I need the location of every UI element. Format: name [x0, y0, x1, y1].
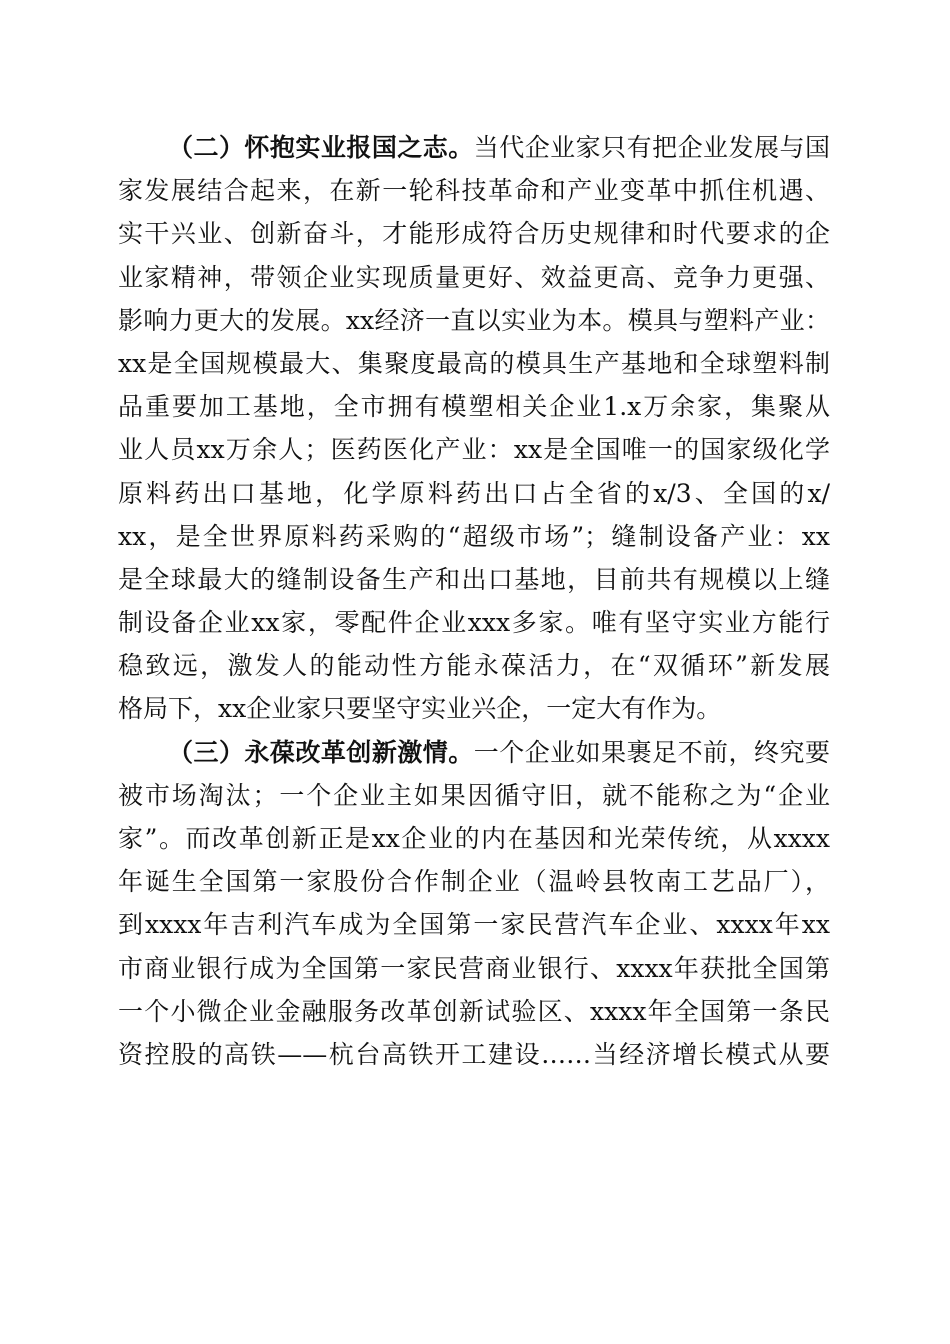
paragraph-line: 制设备企业xx家，零配件企业xxx多家。唯有坚守实业方能行 — [118, 608, 830, 638]
paragraph-text: 当代企业家只有把企业发展与国 — [473, 133, 830, 162]
paragraph-line: 业人员xx万余人；医药医化产业：xx是全国唯一的国家级化学 — [118, 435, 830, 465]
paragraph-line: xx，是全世界原料药采购的“超级市场”；缝制设备产业：xx — [118, 521, 830, 551]
paragraph-line: 家发展结合起来，在新一轮科技革命和产业变革中抓住机遇、 — [118, 176, 830, 206]
paragraph-text: 一个企业如果裹足不前，终究要 — [473, 737, 830, 767]
paragraph-line: 资控股的高铁——杭台高铁开工建设……当经济增长模式从要 — [118, 1039, 830, 1069]
paragraph-line: 是全球最大的缝制设备生产和出口基地，目前共有规模以上缝 — [118, 564, 830, 594]
paragraph-line: 被市场淘汰；一个企业主如果因循守旧，就不能称之为“企业 — [118, 780, 830, 810]
paragraph-line: 原料药出口基地，化学原料药出口占全省的x/3、全国的x/ — [118, 478, 830, 508]
paragraph-line: 实干兴业、创新奋斗，才能形成符合历史规律和时代要求的企 — [118, 219, 830, 249]
paragraph-line: 影响力更大的发展。xx经济一直以实业为本。模具与塑料产业： — [118, 305, 830, 335]
paragraph-line: 到xxxx年吉利汽车成为全国第一家民营汽车企业、xxxx年xx — [118, 910, 830, 940]
paragraph-line: 品重要加工基地，全市拥有模塑相关企业1.x万余家，集聚从 — [118, 392, 830, 422]
section-heading: （二）怀抱实业报国之志。 — [168, 133, 474, 162]
paragraph-line: 一个小微企业金融服务改革创新试验区、xxxx年全国第一条民 — [118, 996, 830, 1026]
section-heading: （三）永葆改革创新激情。 — [168, 737, 474, 767]
paragraph-line: 市商业银行成为全国第一家民营商业银行、xxxx年获批全国第 — [118, 953, 830, 983]
paragraph-first-line — [118, 731, 830, 774]
paragraph-line: 年诞生全国第一家股份合作制企业（温岭县牧南工艺品厂）， — [118, 867, 830, 897]
paragraph-first-line — [118, 126, 830, 169]
paragraph-line: 业家精神，带领企业实现质量更好、效益更高、竞争力更强、 — [118, 262, 830, 292]
paragraph-line: xx是全国规模最大、集聚度最高的模具生产基地和全球塑料制 — [118, 348, 830, 378]
body-text — [118, 126, 830, 1076]
paragraph-last-line: 格局下，xx企业家只要坚守实业兴企，一定大有作为。 — [118, 694, 722, 724]
paragraph-line: 家”。而改革创新正是xx企业的内在基因和光荣传统，从xxxx — [118, 824, 830, 853]
paragraph-line: 稳致远，激发人的能动性方能永葆活力，在“双循环”新发展 — [118, 651, 830, 681]
